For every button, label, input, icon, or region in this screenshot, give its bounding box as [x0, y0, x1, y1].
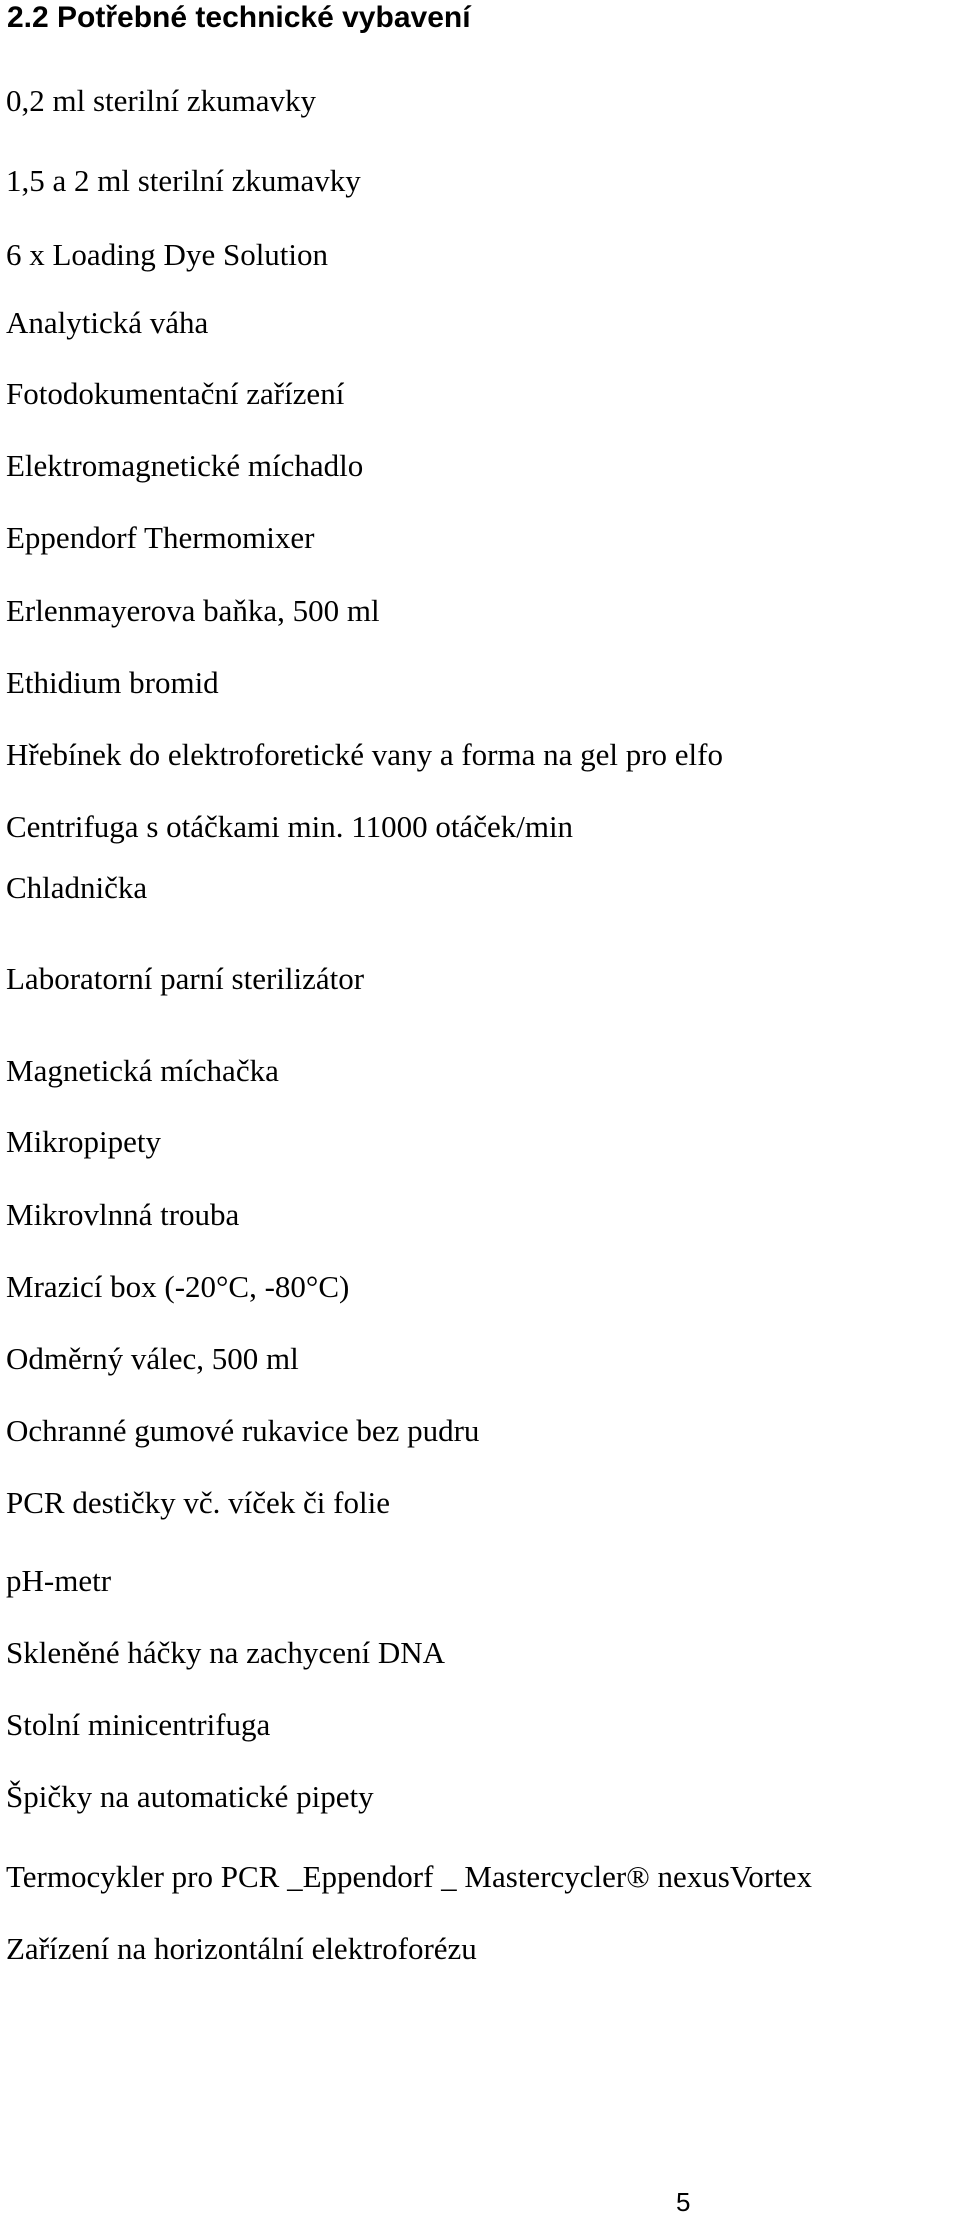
equipment-item: Centrifuga s otáčkami min. 11000 otáček/min	[6, 809, 574, 844]
equipment-item: Termocykler pro PCR _Eppendorf _ Mastercycler® nexusVortex	[6, 1859, 812, 1894]
equipment-item: Ethidium bromid	[6, 665, 219, 700]
equipment-item: Stolní minicentrifuga	[6, 1707, 271, 1742]
equipment-item: Ochranné gumové rukavice bez pudru	[6, 1413, 480, 1448]
equipment-item: 0,2 ml sterilní zkumavky	[6, 83, 316, 118]
equipment-item: pH-metr	[6, 1563, 112, 1598]
equipment-item: Analytická váha	[6, 305, 209, 340]
equipment-item: Mikropipety	[6, 1124, 161, 1159]
equipment-item: Zařízení na horizontální elektroforézu	[6, 1931, 477, 1966]
equipment-item: Erlenmayerova baňka, 500 ml	[6, 593, 380, 628]
equipment-item: Magnetická míchačka	[6, 1053, 279, 1088]
equipment-item: Chladnička	[6, 870, 148, 905]
equipment-item: Fotodokumentační zařízení	[6, 376, 345, 411]
equipment-item: Skleněné háčky na zachycení DNA	[6, 1635, 445, 1670]
equipment-item: PCR destičky vč. víček či folie	[6, 1485, 390, 1520]
equipment-item: Odměrný válec, 500 ml	[6, 1341, 299, 1376]
equipment-item: Eppendorf Thermomixer	[6, 520, 315, 555]
equipment-item: 6 x Loading Dye Solution	[6, 237, 329, 272]
equipment-item: Špičky na automatické pipety	[6, 1779, 374, 1814]
equipment-item: Mikrovlnná trouba	[6, 1197, 240, 1232]
equipment-item: 1,5 a 2 ml sterilní zkumavky	[6, 163, 361, 198]
equipment-item: Mrazicí box (-20°C, -80°C)	[6, 1269, 350, 1304]
equipment-item: Laboratorní parní sterilizátor	[6, 961, 365, 996]
section-heading: 2.2 Potřebné technické vybavení	[7, 1, 471, 34]
page-number: 5	[676, 2187, 691, 2217]
equipment-item: Hřebínek do elektroforetické vany a forma na gel pro elfo	[6, 737, 723, 772]
equipment-item: Elektromagnetické míchadlo	[6, 448, 364, 483]
